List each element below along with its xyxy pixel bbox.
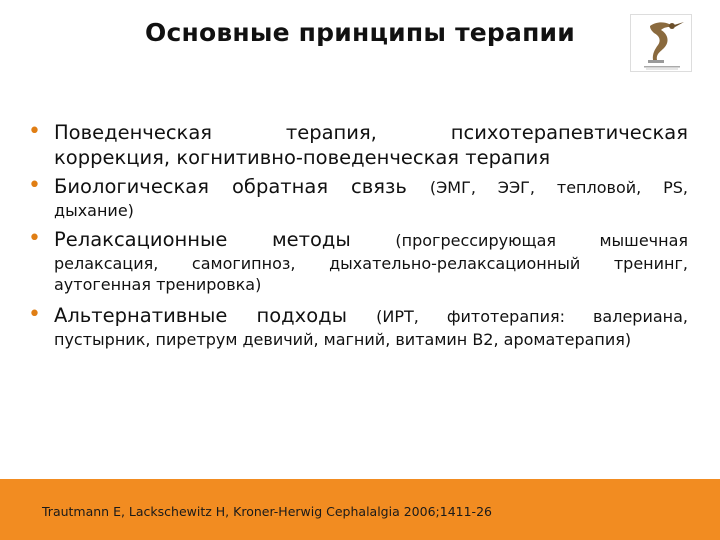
bullet-detail-line: пустырник, пиретрум девичий, магний, витамин В2, ароматерапия) <box>54 330 632 349</box>
logo-icon <box>630 14 692 72</box>
footer-bar <box>0 479 720 540</box>
bullet-detail-line: дыхание) <box>54 201 134 220</box>
bullet-text-line <box>54 227 688 253</box>
citation: Trautmann E, Lackschewitz H, Kroner-Herwig Cephalalgia 2006;1411-26 <box>42 504 492 519</box>
bullet-icon: • <box>28 173 41 198</box>
bullet-main-text: Биологическая обратная связь <box>54 175 407 198</box>
bullet-detail-text: (прогрессирующая мышечная <box>395 231 689 250</box>
bullet-main-text: Альтернативные подходы <box>54 304 348 327</box>
bullet-text-line <box>54 174 688 200</box>
bullet-detail-line: аутогенная тренировка) <box>54 275 262 294</box>
bullet-text-line: коррекция, когнитивно-поведенческая терапия <box>54 146 551 169</box>
bullet-detail-text: (ЭМГ, ЭЭГ, тепловой, PS, <box>429 178 688 197</box>
list-item <box>28 174 688 221</box>
bullet-text-line <box>54 303 688 329</box>
bullet-main-text: Релаксационные методы <box>54 228 351 251</box>
bullet-list <box>28 120 688 350</box>
bullet-detail-line: релаксация, самогипноз, дыхательно-релаксационный тренинг, <box>54 254 688 273</box>
list-item <box>28 120 688 170</box>
bullet-icon: • <box>28 119 41 144</box>
slide-title: Основные принципы терапии <box>145 18 575 47</box>
bullet-icon: • <box>28 226 41 251</box>
list-item <box>28 303 688 350</box>
bullet-text-line: Поведенческая терапия, психотерапевтическая <box>54 121 688 144</box>
bullet-detail-text: (ИРТ, фитотерапия: валериана, <box>376 307 689 326</box>
bullet-icon: • <box>28 302 41 327</box>
list-item <box>28 227 688 295</box>
